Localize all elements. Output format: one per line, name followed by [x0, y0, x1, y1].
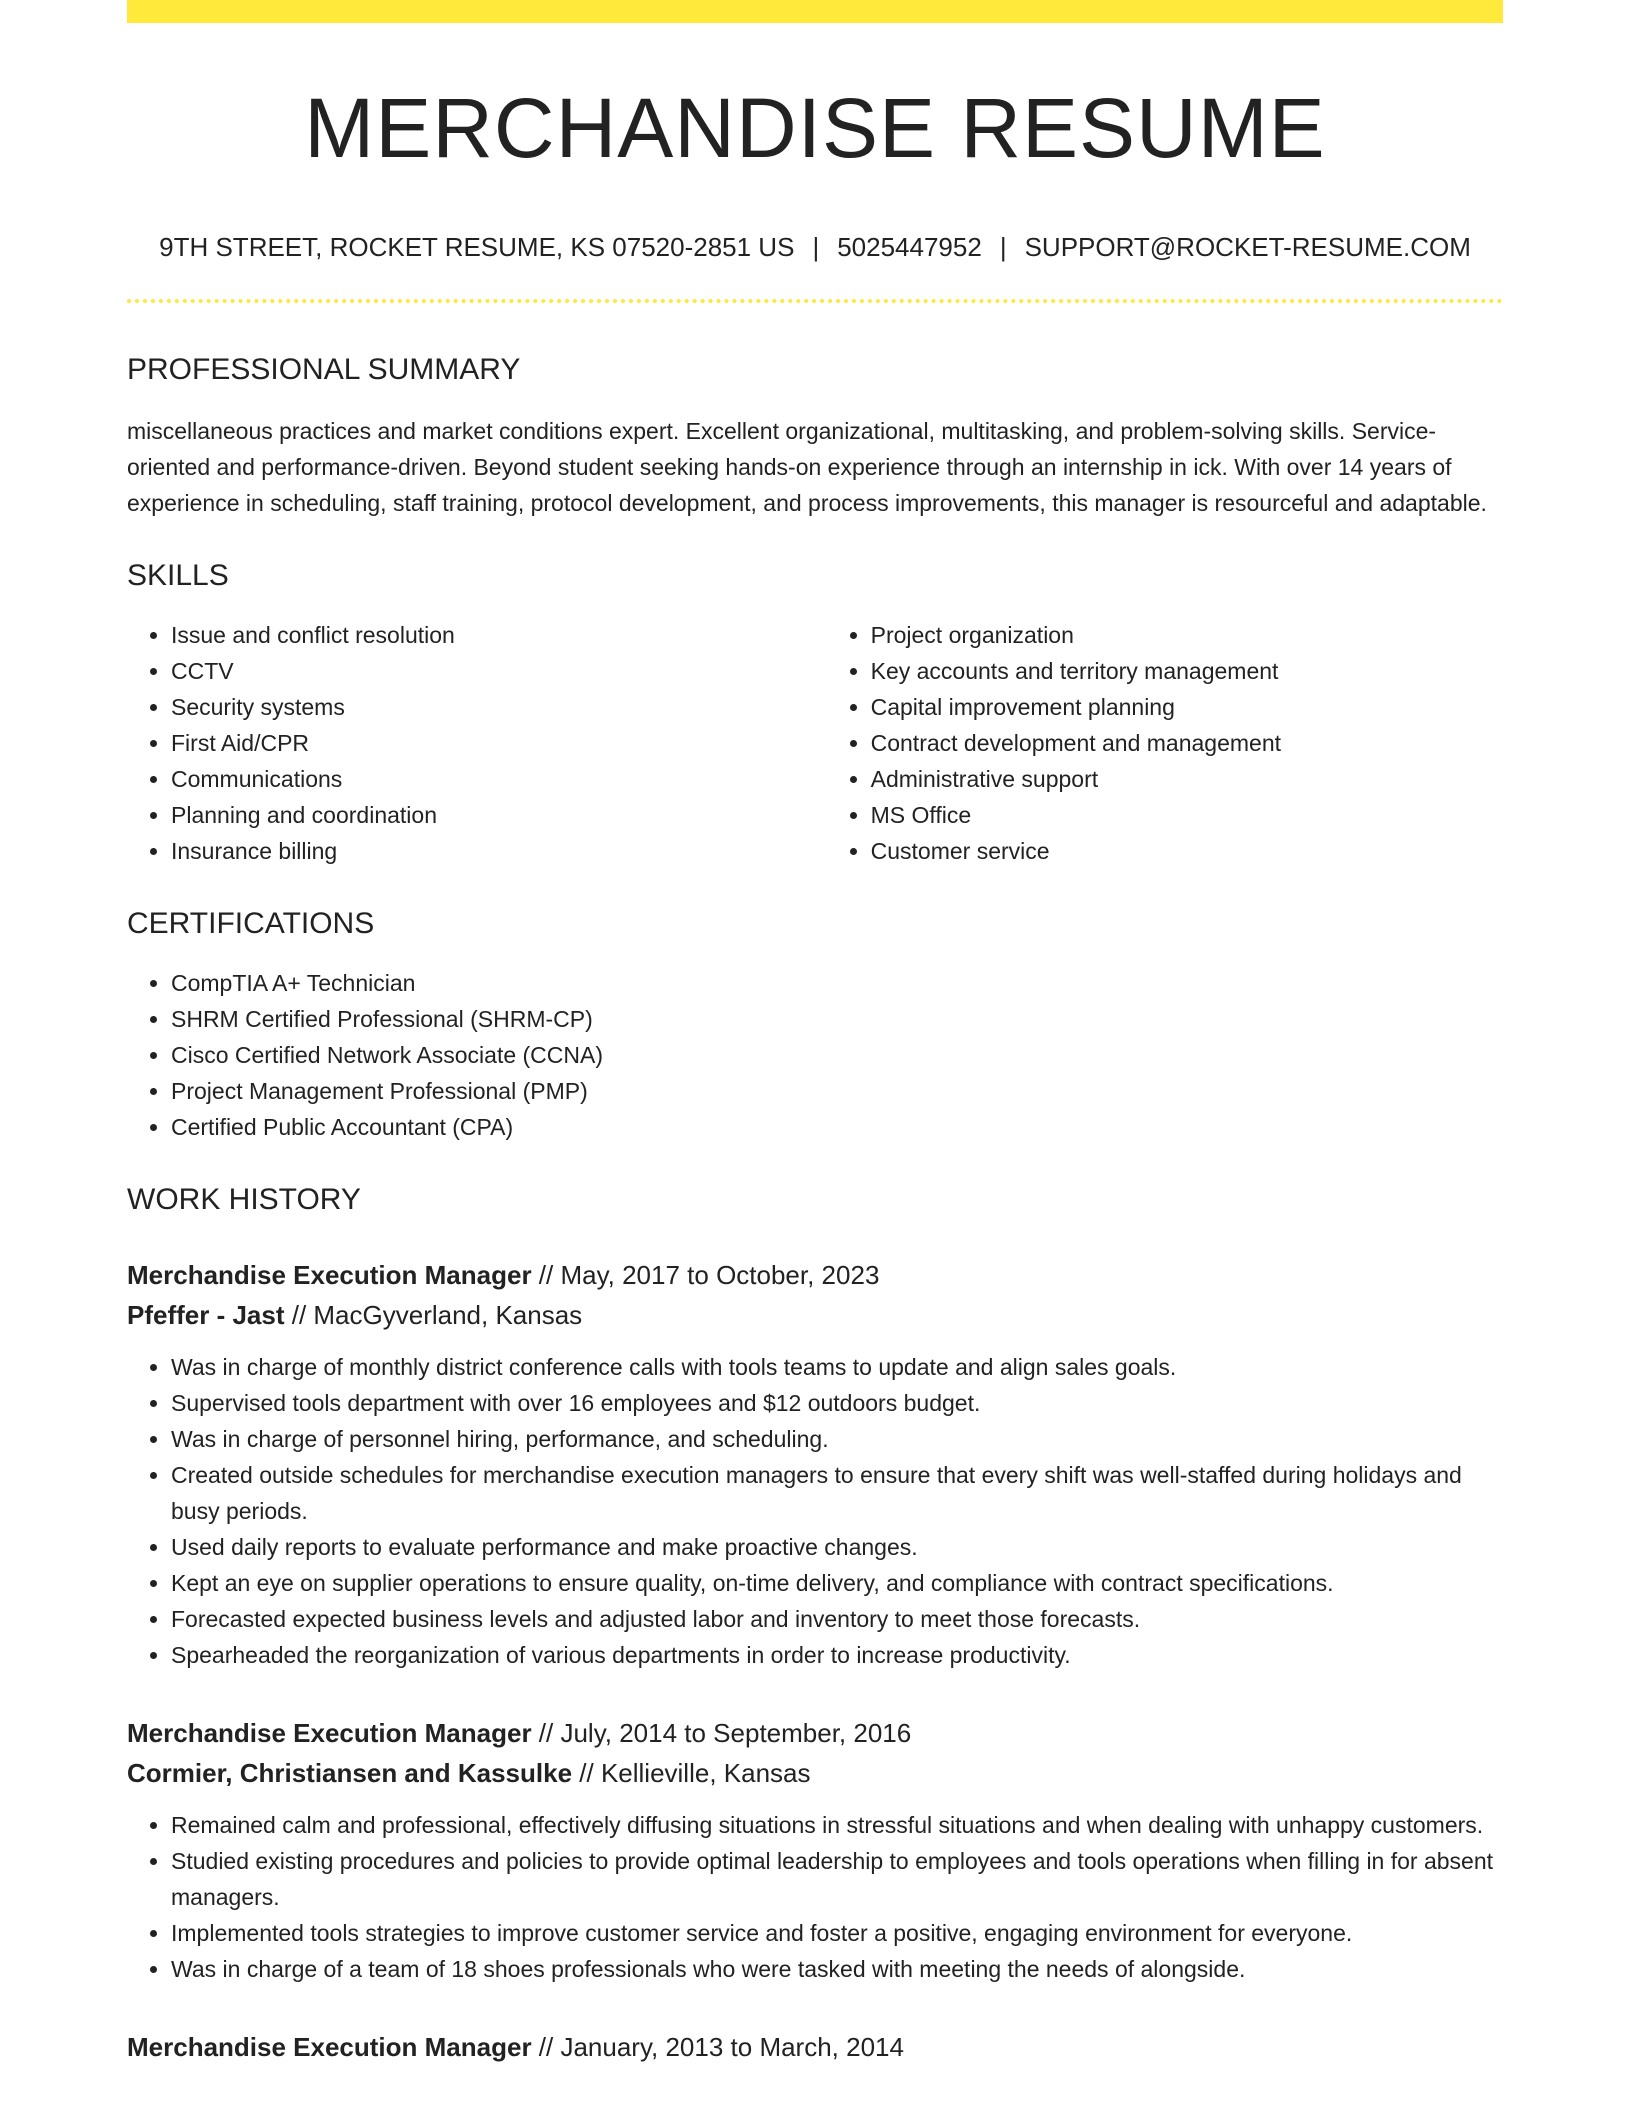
job-bullet: • Studied existing procedures and policies to provide optimal leadership to employees and tools operations when filling in for absent managers.	[171, 1843, 1503, 1915]
job-title-line	[127, 1713, 1503, 1753]
skill-item: • CCTV	[171, 653, 827, 689]
skill-item: • Project organization	[871, 617, 1503, 653]
skills-section	[127, 561, 1503, 869]
job-bullet: • Used daily reports to evaluate performance and make proactive changes.	[171, 1529, 1503, 1565]
job-bullet: • Was in charge of a team of 18 shoes professionals who were tasked with meeting the needs of alongside.	[171, 1951, 1503, 1987]
contact-address: 9TH STREET, ROCKET RESUME, KS 07520-2851 US	[159, 232, 795, 262]
job-bullets	[127, 1807, 1503, 1987]
skill-item: • Issue and conflict resolution	[171, 617, 827, 653]
certification-item: • Project Management Professional (PMP)	[171, 1073, 1503, 1109]
job-location: // Kellieville, Kansas	[572, 1758, 811, 1788]
job-title: Merchandise Execution Manager	[127, 1718, 532, 1748]
certifications-list	[127, 965, 1503, 1145]
job-dates: // May, 2017 to October, 2023	[531, 1260, 880, 1290]
job-bullet: • Created outside schedules for merchandise execution managers to ensure that every shift was well-staffed during holidays and busy periods.	[171, 1457, 1503, 1529]
certification-item: • SHRM Certified Professional (SHRM-CP)	[171, 1001, 1503, 1037]
job-company-line	[127, 1295, 1503, 1335]
job-bullets	[127, 1349, 1503, 1673]
skill-item: • Communications	[171, 761, 827, 797]
skills-list-left	[127, 617, 827, 869]
certification-item: • Cisco Certified Network Associate (CCNA)	[171, 1037, 1503, 1073]
job-title-line	[127, 1255, 1503, 1295]
job-title: Merchandise Execution Manager	[127, 2032, 532, 2062]
skills-list-right	[827, 617, 1503, 869]
skill-item: • MS Office	[871, 797, 1503, 833]
job-entry	[127, 1713, 1503, 1987]
job-company: Cormier, Christiansen and Kassulke	[127, 1758, 573, 1788]
skills-columns	[127, 591, 1503, 869]
job-bullet: • Was in charge of personnel hiring, performance, and scheduling.	[171, 1421, 1503, 1457]
job-bullet: • Supervised tools department with over 16 employees and $12 outdoors budget.	[171, 1385, 1503, 1421]
job-entry	[127, 1255, 1503, 1673]
certifications-section	[127, 909, 1503, 1145]
skill-item: • Capital improvement planning	[871, 689, 1503, 725]
job-company-line	[127, 1753, 1503, 1793]
skill-item: • Planning and coordination	[171, 797, 827, 833]
contact-separator: |	[999, 232, 1007, 262]
job-dates: // July, 2014 to September, 2016	[531, 1718, 912, 1748]
job-bullet: • Kept an eye on supplier operations to ensure quality, on-time delivery, and compliance with contract specifications.	[171, 1565, 1503, 1601]
job-title-line	[127, 2027, 1503, 2067]
resume-title: MERCHANDISE RESUME	[304, 81, 1326, 175]
contact-phone: 5025447952	[837, 232, 982, 262]
skill-item: • Administrative support	[871, 761, 1503, 797]
summary-section	[127, 355, 1503, 521]
job-bullet: • Spearheaded the reorganization of various departments in order to increase productivity.	[171, 1637, 1503, 1673]
job-location: // MacGyverland, Kansas	[284, 1300, 583, 1330]
certification-item: • Certified Public Accountant (CPA)	[171, 1109, 1503, 1145]
job-dates: // January, 2013 to March, 2014	[531, 2032, 904, 2062]
skill-item: • Contract development and management	[871, 725, 1503, 761]
top-accent-bar	[127, 0, 1503, 23]
contact-separator: |	[812, 232, 820, 262]
certifications-heading: CERTIFICATIONS	[127, 907, 375, 940]
summary-heading: PROFESSIONAL SUMMARY	[127, 353, 521, 386]
skill-item: • Insurance billing	[171, 833, 827, 869]
header-divider	[127, 299, 1503, 303]
job-bullet: • Forecasted expected business levels and adjusted labor and inventory to meet those forecasts.	[171, 1601, 1503, 1637]
work-history-heading: WORK HISTORY	[127, 1183, 361, 1216]
skill-item: • Key accounts and territory management	[871, 653, 1503, 689]
job-bullet: • Remained calm and professional, effectively diffusing situations in stressful situations and when dealing with unhappy customers.	[171, 1807, 1503, 1843]
skill-item: • Customer service	[871, 833, 1503, 869]
job-bullet: • Implemented tools strategies to improve customer service and foster a positive, engaging environment for everyone.	[171, 1915, 1503, 1951]
skills-heading: SKILLS	[127, 559, 229, 592]
contact-line	[127, 234, 1503, 260]
certification-item: • CompTIA A+ Technician	[171, 965, 1503, 1001]
contact-email: SUPPORT@ROCKET-RESUME.COM	[1024, 232, 1471, 262]
work-history-section	[127, 1185, 1503, 2067]
job-bullet: • Was in charge of monthly district conference calls with tools teams to update and align sales goals.	[171, 1349, 1503, 1385]
resume-page	[127, 0, 1503, 2067]
skill-item: • First Aid/CPR	[171, 725, 827, 761]
job-entry	[127, 2027, 1503, 2067]
skill-item: • Security systems	[171, 689, 827, 725]
job-company: Pfeffer - Jast	[127, 1300, 285, 1330]
summary-text: miscellaneous practices and market conditions expert. Excellent organizational, multitasking, and problem-solving skills. Service-oriented and performance-driven. Beyond student seeking hands-on experience through an internship in ick. With over 14 years of experience in scheduling, staff training, protocol development, and process improvements, this manager is resourceful and adaptable.	[127, 418, 1487, 516]
job-title: Merchandise Execution Manager	[127, 1260, 532, 1290]
